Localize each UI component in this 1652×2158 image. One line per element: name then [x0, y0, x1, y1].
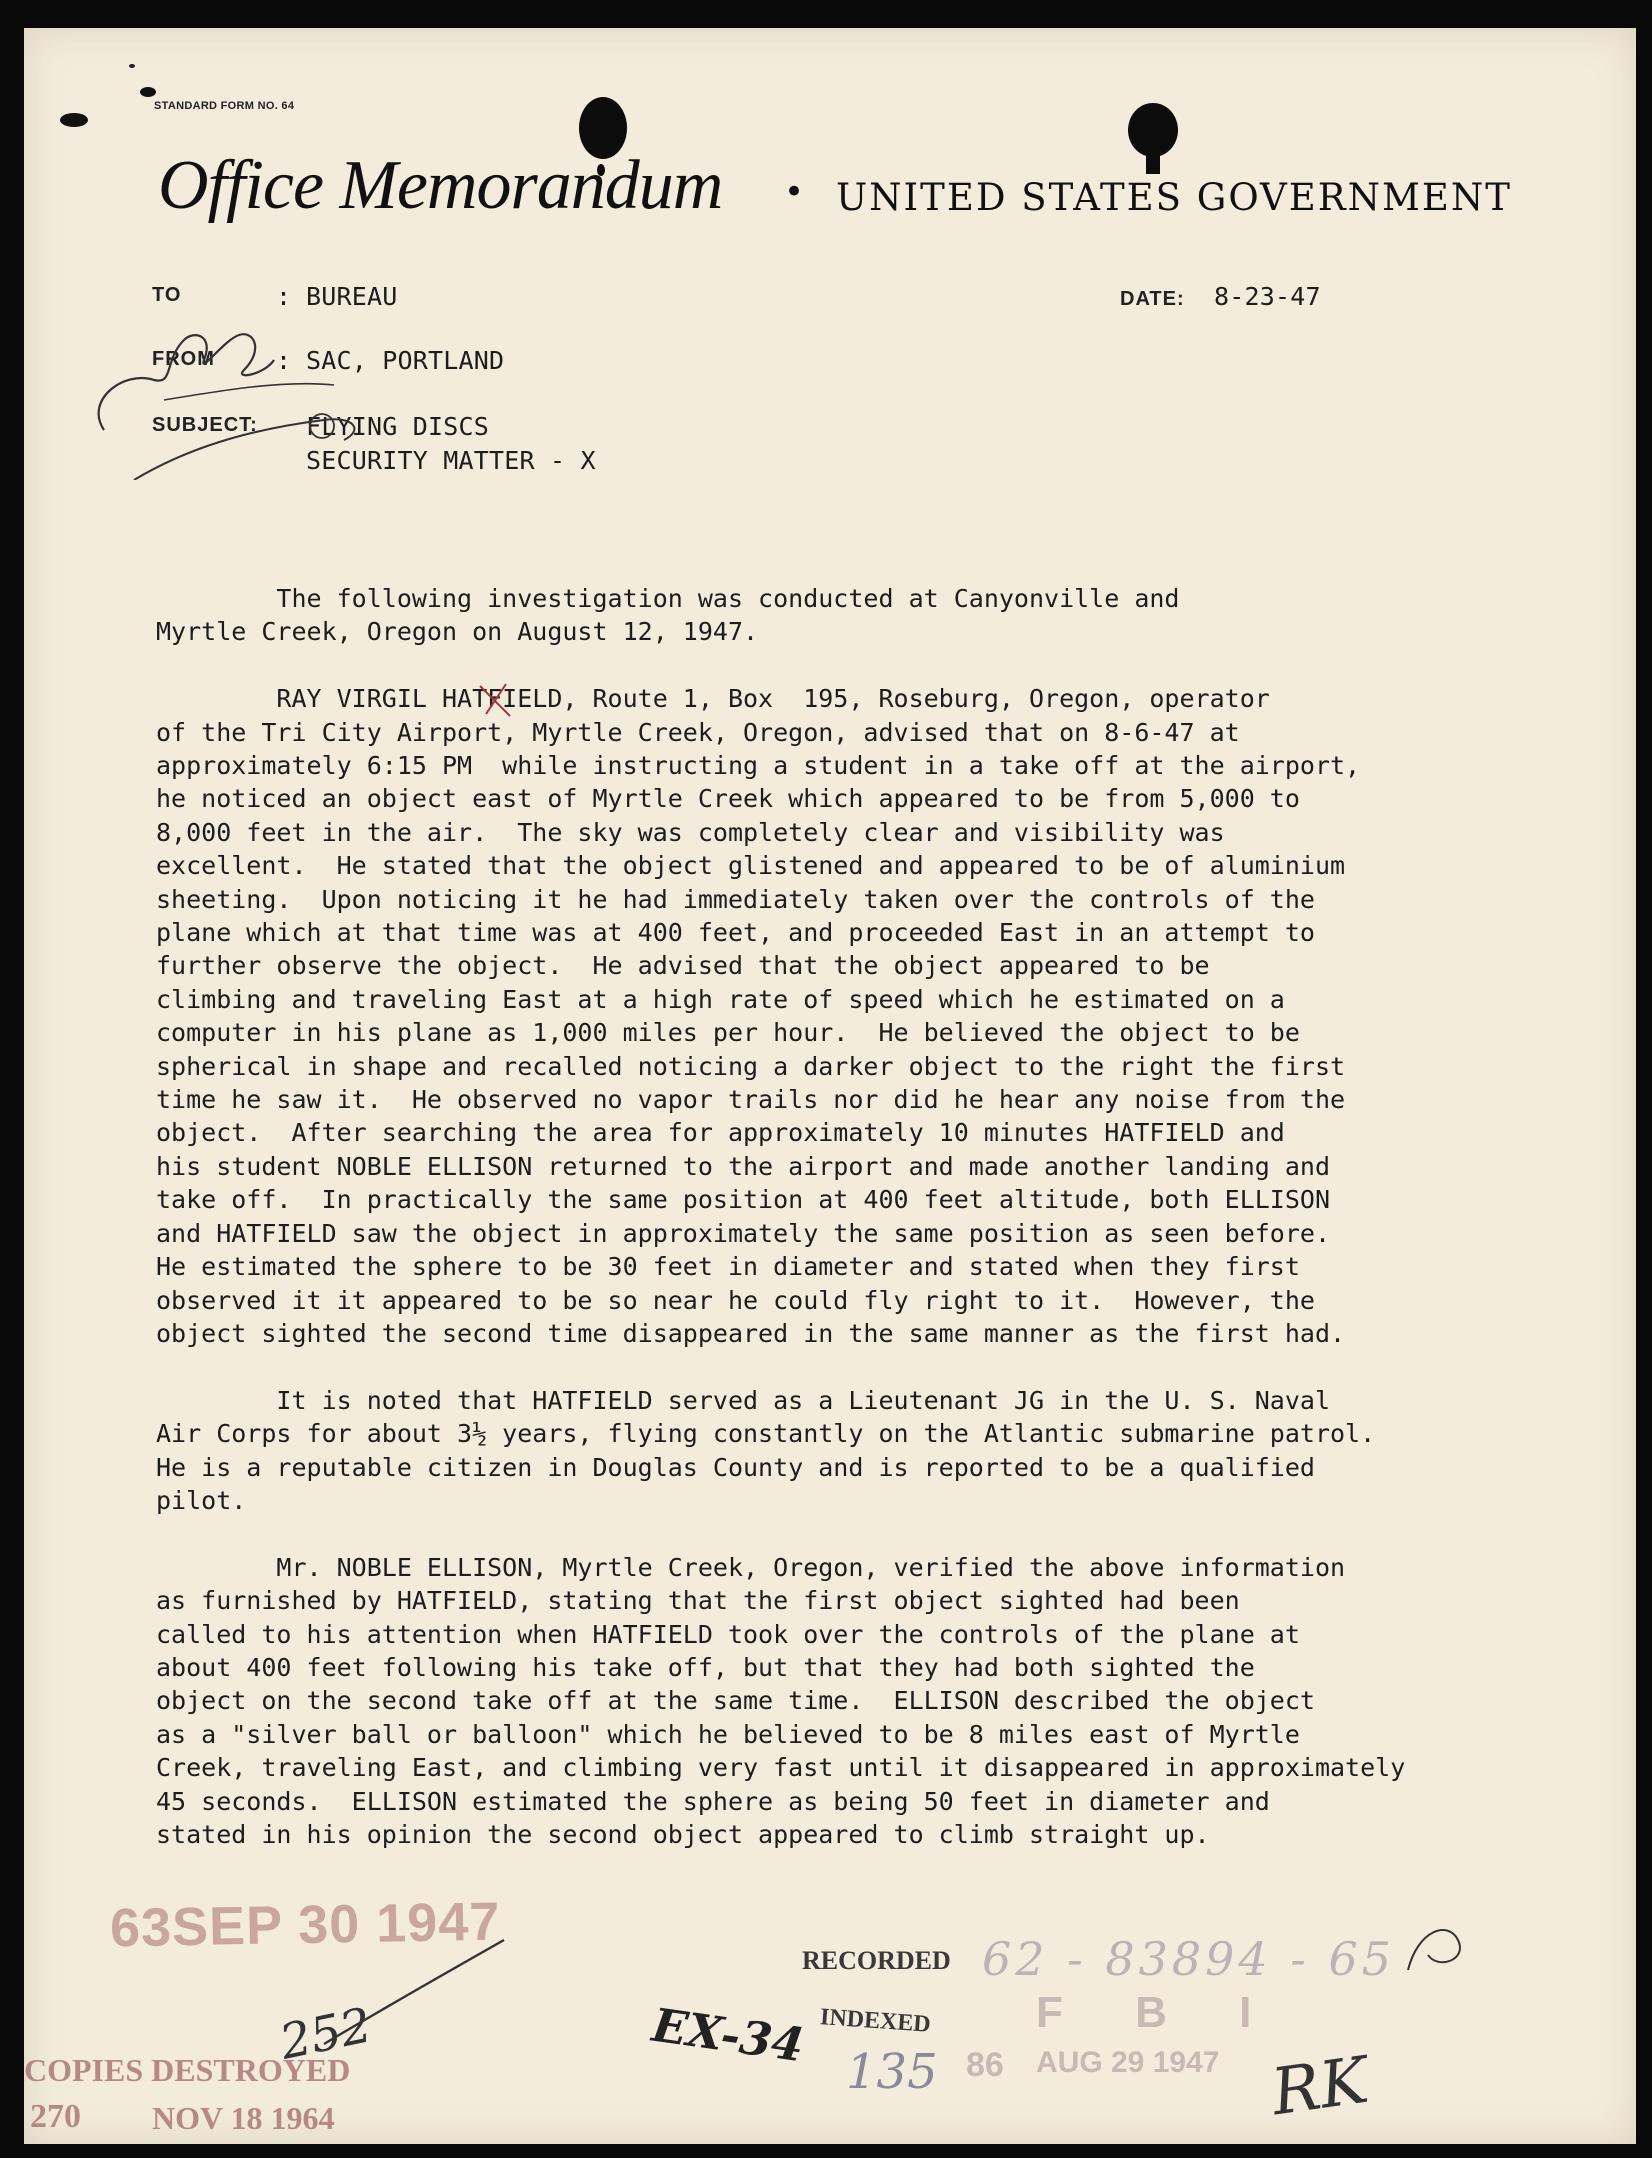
- reviewer-initials: RK: [1267, 2043, 1373, 2131]
- body-line: Creek, traveling East, and climbing very fast until it disappeared in approximately: [156, 1753, 1406, 1783]
- body-line: sheeting. Upon noticing it he had immediately taken over the controls of the: [156, 884, 1315, 914]
- paragraph-3: [156, 1384, 1405, 1518]
- body-line: his student NOBLE ELLISON returned to the airport and made another landing and: [156, 1151, 1330, 1181]
- indexed-stamp: INDEXED: [819, 2004, 932, 2038]
- fbi-stamp: F B I: [1036, 1988, 1282, 2037]
- body-line: excellent. He stated that the object glistened and appeared to be of aluminium: [156, 851, 1346, 881]
- handwritten-number: 252: [275, 1997, 377, 2071]
- ink-smudge: [52, 50, 172, 130]
- body-line: climbing and traveling East at a high rate of speed which he estimated on a: [156, 984, 1285, 1014]
- body-line: spherical in shape and recalled noticing a darker object to the right the first: [156, 1051, 1346, 1081]
- body-line: The following investigation was conducted at Canyonville and: [156, 584, 1180, 613]
- subject-line-2: SECURITY MATTER - X: [306, 446, 596, 475]
- indexed-number: 135: [846, 2044, 938, 2100]
- memo-title-government: UNITED STATES GOVERNMENT: [836, 176, 1512, 219]
- to-colon: :: [276, 282, 292, 311]
- body-line: pilot.: [156, 1485, 247, 1515]
- body-line: further observe the object. He advised that the object appeared to be: [156, 951, 1210, 981]
- body-line: stated in his opinion the second object appeared to climb straight up.: [156, 1819, 1210, 1849]
- body-line: of the Tri City Airport, Myrtle Creek, Oregon, advised that on 8-6-47 at: [156, 717, 1240, 747]
- body-line: approximately 6:15 PM while instructing a student in a take off at the airport,: [156, 751, 1361, 781]
- to-value: BUREAU: [306, 282, 398, 311]
- memo-title-script: Office Memorandum: [158, 147, 723, 224]
- indexed-date: AUG 29 1947: [1036, 2046, 1220, 2079]
- received-date-stamp: 63SEP 30 1947: [109, 1891, 501, 1959]
- form-number: STANDARD FORM NO. 64: [154, 100, 295, 112]
- body-line: about 400 feet following his take off, but that they had both sighted the: [156, 1652, 1255, 1682]
- date-label: DATE:: [1120, 288, 1185, 310]
- body-line: he noticed an object east of Myrtle Creek which appeared to be from 5,000 to: [156, 784, 1300, 814]
- body-line: and HATFIELD saw the object in approximately the same position as seen before.: [156, 1218, 1330, 1248]
- body-line: Mr. NOBLE ELLISON, Myrtle Creek, Oregon, verified the above information: [156, 1552, 1346, 1582]
- date-value: 8-23-47: [1214, 282, 1321, 311]
- destroyed-date: NOV 18 1964: [152, 2100, 335, 2136]
- from-value: SAC, PORTLAND: [306, 346, 505, 375]
- pen-slash: [314, 1934, 514, 2054]
- body-line: object sighted the second time disappeared in the same manner as the first had.: [156, 1318, 1346, 1348]
- body-line: It is noted that HATFIELD served as a Lieutenant JG in the U. S. Naval: [156, 1385, 1330, 1415]
- destroyed-number: 270: [30, 2098, 81, 2135]
- body-line: Air Corps for about 3½ years, flying constantly on the Atlantic submarine patrol.: [156, 1419, 1376, 1449]
- body-line: take off. In practically the same position at 400 feet altitude, both ELLISON: [156, 1185, 1330, 1215]
- subject-line-1: FLYING DISCS: [306, 412, 490, 441]
- copies-destroyed-stamp: COPIES DESTROYED: [24, 2052, 351, 2088]
- paragraph-1: [156, 582, 1405, 649]
- body-line: as furnished by HATFIELD, stating that the first object sighted had been: [156, 1586, 1240, 1616]
- subject-label: SUBJECT:: [152, 414, 258, 436]
- body-line: He estimated the sphere to be 30 feet in diameter and stated when they first: [156, 1252, 1300, 1282]
- body-line: called to his attention when HATFIELD took over the controls of the plane at: [156, 1619, 1300, 1649]
- punch-hole-right: [1118, 94, 1188, 184]
- body-line: as a "silver ball or balloon" which he believed to be 8 miles east of Myrtle: [156, 1719, 1300, 1749]
- body-line: plane which at that time was at 400 feet, and proceeded East in an attempt to: [156, 918, 1315, 948]
- memo-body: [156, 582, 1405, 1851]
- title-separator: •: [784, 172, 805, 212]
- body-line: computer in his plane as 1,000 miles per hour. He believed the object to be: [156, 1018, 1300, 1048]
- body-line: time he saw it. He observed no vapor trails nor did he hear any noise from the: [156, 1085, 1346, 1115]
- body-line: 8,000 feet in the air. The sky was completely clear and visibility was: [156, 817, 1225, 847]
- from-label: FROM: [152, 348, 215, 370]
- body-line: object on the second take off at the same time. ELLISON described the object: [156, 1686, 1315, 1716]
- paragraph-2: [156, 682, 1405, 1350]
- to-label: TO: [152, 284, 182, 306]
- file-number: 62 - 83894 - 65: [982, 1932, 1395, 1986]
- body-line: 45 seconds. ELLISON estimated the sphere as being 50 feet in diameter and: [156, 1786, 1270, 1816]
- body-line: Myrtle Creek, Oregon on August 12, 1947.: [156, 617, 759, 647]
- ex-mark: EX-34: [648, 1997, 808, 2073]
- body-line: observed it it appeared to be so near he could fly right to it. However, the: [156, 1285, 1315, 1315]
- pen-flourish: [1398, 1910, 1498, 1980]
- memo-page: [24, 28, 1636, 2144]
- pen-check-mark: [476, 680, 516, 720]
- handwritten-scrawl: [64, 280, 364, 480]
- from-colon: :: [276, 346, 292, 375]
- paragraph-4: [156, 1551, 1405, 1852]
- body-line: object. After searching the area for approximately 10 minutes HATFIELD and: [156, 1118, 1285, 1148]
- indexed-prefix: 86: [966, 2046, 1004, 2084]
- body-line: He is a reputable citizen in Douglas County and is reported to be a qualified: [156, 1452, 1315, 1482]
- recorded-stamp: RECORDED: [802, 1946, 951, 1975]
- body-line: RAY VIRGIL HATFIELD, Route 1, Box 195, Roseburg, Oregon, operator: [156, 684, 1270, 714]
